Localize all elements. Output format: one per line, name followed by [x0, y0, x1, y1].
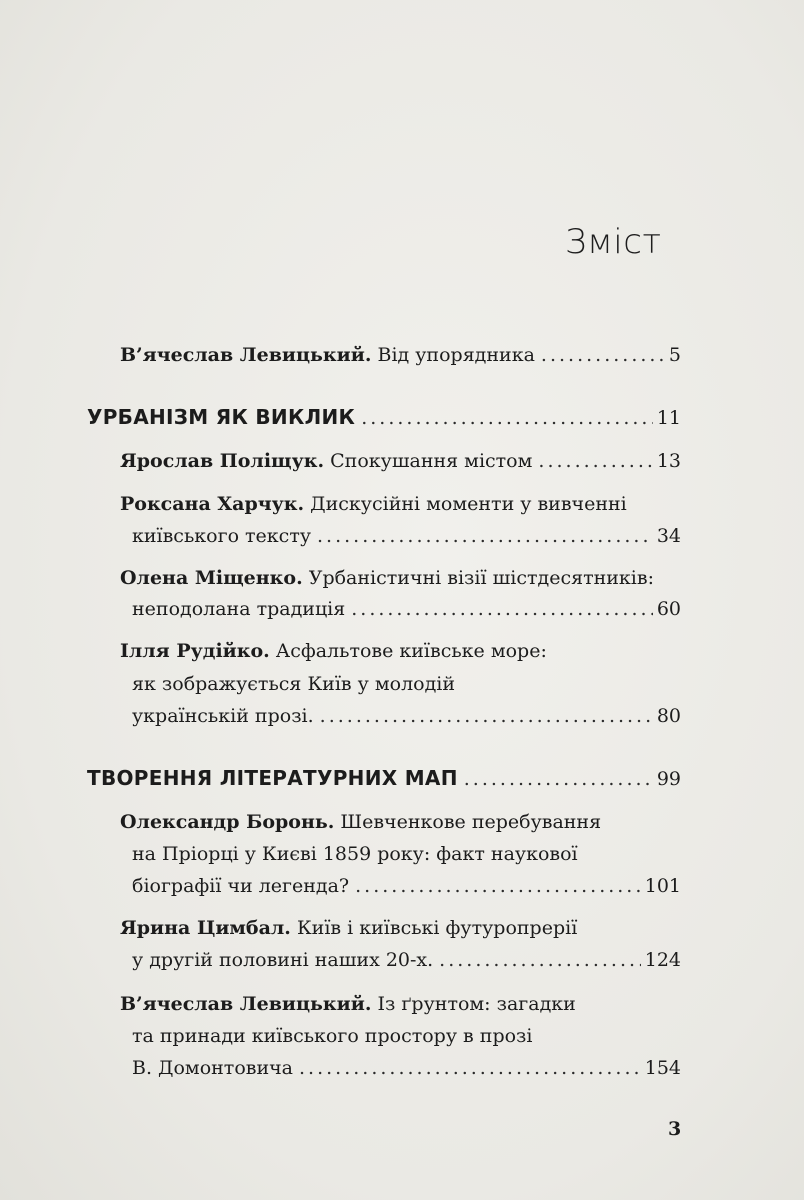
entry-page: 101: [644, 875, 681, 897]
entry-author: Ярослав Поліщук.: [120, 450, 325, 472]
entry-title: Шевченкове перебування: [334, 811, 602, 833]
toc-entry-first-line: [120, 490, 627, 518]
page-number: 3: [668, 1118, 682, 1140]
entry-title-cont: В. Домонтовича: [132, 1057, 294, 1079]
leader-dots: [320, 702, 653, 730]
entry-title: Із ґрунтом: загадки: [371, 993, 576, 1015]
toc-entry-first-line: [120, 914, 577, 942]
entry-author: Олена Міщенко.: [120, 567, 303, 589]
toc-entry-last-line: [132, 872, 681, 900]
leader-dots: [351, 595, 653, 623]
entry-title: Урбаністичні візії шістдесятників:: [302, 567, 654, 589]
entry-title-cont: неподолана традиція: [132, 598, 346, 620]
entry-author: В’ячеслав Левицький.: [120, 344, 372, 366]
entry-page: 124: [644, 949, 681, 971]
entry-title-cont: у другій половині наших 20-х.: [132, 949, 434, 971]
page-title: Зміст: [565, 222, 662, 262]
toc-entry: [120, 341, 681, 369]
entry-page: 154: [644, 1057, 681, 1079]
entry-author: Олександр Боронь.: [120, 811, 335, 833]
entry-title-cont: та принади київського простору в прозі: [132, 1025, 533, 1047]
entry-author: Роксана Харчук.: [120, 493, 305, 515]
entry-page: 13: [656, 450, 681, 472]
section-page: 99: [656, 768, 681, 790]
entry-author: Ярина Цимбал.: [120, 917, 291, 939]
entry-title: Київ і київські футуропрерії: [290, 917, 578, 939]
toc-entry-last-line: [132, 702, 681, 730]
leader-dots: [299, 1054, 641, 1082]
entry-title-cont: як зображується Київ у молодій: [132, 673, 456, 695]
toc-entry-first-line: [120, 564, 654, 592]
section-title: УРБАНІЗМ ЯК ВИКЛИК: [87, 405, 356, 429]
entry-title-cont: на Пріорці у Києві 1859 року: факт наукової: [132, 843, 578, 865]
toc-entry-last-line: [132, 595, 681, 623]
entry-title-cont: біографії чи легенда?: [132, 875, 350, 897]
leader-dots: [541, 341, 665, 369]
leader-dots: [464, 765, 653, 793]
entry-title: Асфальтове київське море:: [269, 640, 547, 662]
entry-author: Ілля Рудійко.: [120, 640, 270, 662]
leader-dots: [317, 522, 653, 550]
entry-page: 34: [656, 525, 681, 547]
entry-page: 80: [656, 705, 681, 727]
toc-entry-first-line: [120, 808, 601, 836]
entry-title: Спокушання містом: [324, 450, 533, 472]
entry-title: Дискусійні моменти у вивченні: [304, 493, 627, 515]
entry-page: 5: [668, 344, 681, 366]
entry-page: 60: [656, 598, 681, 620]
section-title: ТВОРЕННЯ ЛІТЕРАТУРНИХ МАП: [87, 766, 458, 790]
leader-dots: [355, 872, 641, 900]
section-page: 11: [656, 407, 681, 429]
entry-title-cont: київського тексту: [132, 525, 312, 547]
entry-title-cont: українській прозі.: [132, 705, 314, 727]
toc-entry-first-line: [120, 990, 576, 1018]
toc-entry: [120, 447, 681, 475]
toc-section: [87, 764, 681, 792]
toc-entry-last-line: [132, 946, 681, 974]
entry-title: Від упорядника: [371, 344, 535, 366]
leader-dots: [538, 447, 652, 475]
entry-author: В’ячеслав Левицький.: [120, 993, 372, 1015]
toc-entry-last-line: [132, 522, 681, 550]
toc-entry-first-line: [120, 637, 547, 665]
toc-section: [87, 403, 681, 431]
leader-dots: [439, 946, 641, 974]
toc-entry-last-line: [132, 1054, 681, 1082]
leader-dots: [361, 404, 653, 432]
